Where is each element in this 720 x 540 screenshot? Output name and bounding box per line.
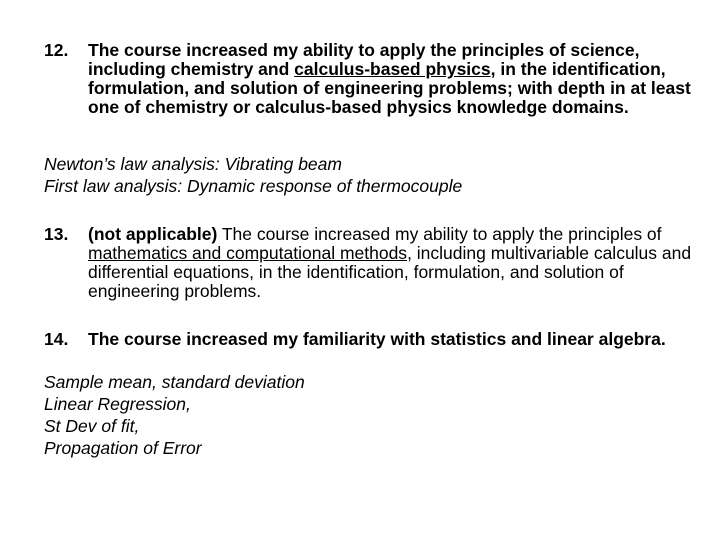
notes-12 [44, 153, 694, 197]
item-text-part: , including multivariable calculus and differential equations, in the identification, formulation, and solution of engineering problems. [88, 243, 692, 301]
item-number: 13. [44, 224, 69, 244]
note-line: First law analysis: Dynamic response of thermocouple [44, 176, 463, 196]
not-applicable-label: (not applicable) [88, 224, 218, 244]
item-number: 14. [44, 329, 69, 349]
item-text-part: , in the identification, formulation, and solution of engineering problems; with depth in at least one of chemistry or calculus-based physics knowledge domains. [88, 59, 691, 117]
item-text [88, 41, 694, 117]
item-text-part: The course increased my ability to apply the principles of [217, 224, 662, 244]
item-13 [44, 225, 694, 301]
note-line: St Dev of fit, [44, 416, 140, 436]
underlined-phrase: mathematics and computational methods [88, 243, 408, 263]
item-12 [44, 41, 694, 117]
note-line: Newton’s law analysis: Vibrating beam [44, 154, 342, 174]
notes-14 [44, 371, 694, 459]
note-line: Sample mean, standard deviation [44, 372, 305, 392]
item-text-part: The course increased my ability to apply the principles of science, including chemistry and [88, 40, 640, 79]
item-text: The course increased my familiarity with statistics and linear algebra. [88, 329, 666, 349]
note-line: Linear Regression, [44, 394, 191, 414]
underlined-phrase: calculus-based physics [294, 59, 491, 79]
note-line: Propagation of Error [44, 438, 202, 458]
item-number: 12. [44, 40, 69, 60]
item-text [88, 225, 694, 301]
item-14 [44, 330, 694, 349]
